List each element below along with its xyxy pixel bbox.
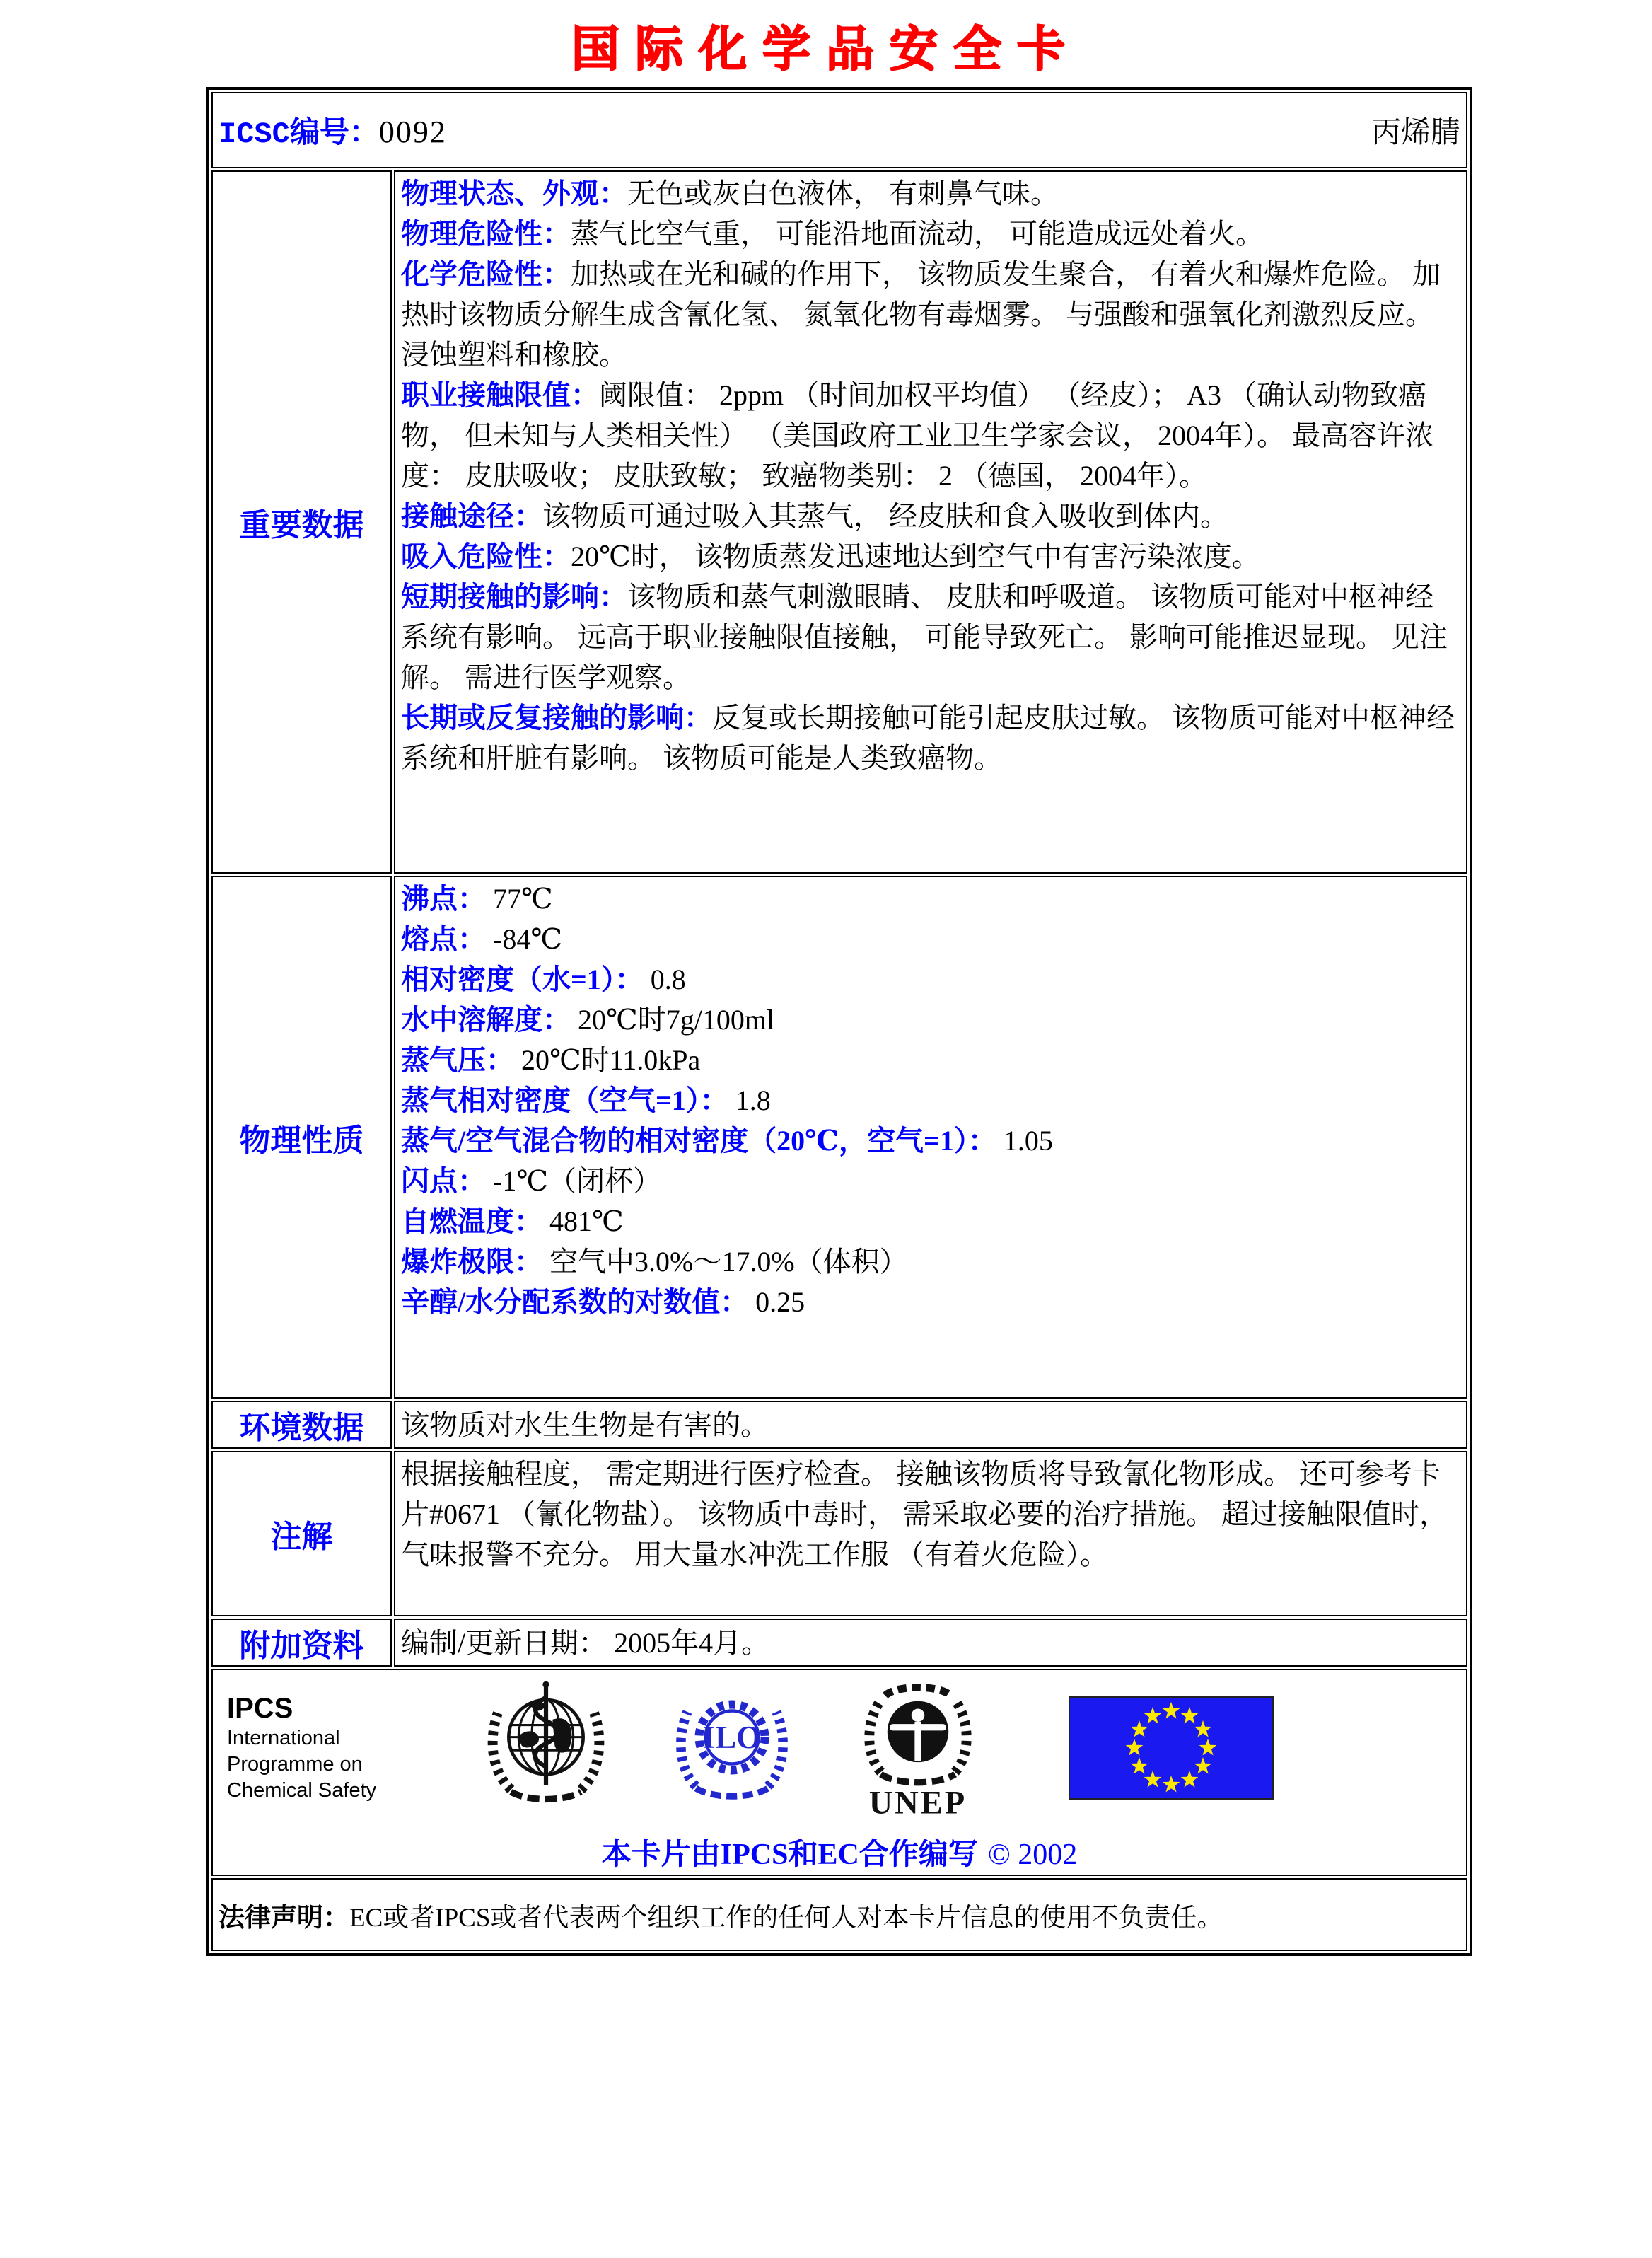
field-row [401, 214, 1460, 254]
field-label: 蒸气/空气混合物的相对密度（20℃，空气=1）： [401, 1125, 996, 1157]
field-text: 77℃ [493, 883, 553, 915]
field-label: 蒸气压： [401, 1044, 514, 1076]
field-row [401, 1241, 1460, 1282]
field-row [401, 375, 1460, 496]
field-row [401, 577, 1460, 697]
caption-text: 本卡片由IPCS和EC合作编写 [601, 1839, 978, 1871]
field-text: 0.25 [755, 1286, 805, 1318]
field-label: 爆炸极限： [401, 1246, 542, 1278]
field-label: 蒸气相对密度（空气=1）： [401, 1084, 728, 1116]
field-text: 481℃ [549, 1205, 624, 1237]
ipcs-abbr: IPCS [227, 1693, 293, 1724]
ilo-logo-svg [668, 1682, 796, 1810]
field-label: 相对密度（水=1）： [401, 963, 644, 995]
field-text: -84℃ [493, 923, 563, 955]
field-label: 物理危险性： [401, 218, 571, 250]
additional-content: 编制/更新日期： 2005年4月。 [394, 1619, 1467, 1667]
ilo-logo-icon [668, 1682, 796, 1813]
field-text: 阈限值： 2ppm （时间加权平均值） （经皮）； A3 （确认动物致癌物， 但未知与人类相关性） （美国政府工业卫生学家会议， 2004年）。 最高容许浓度： 皮肤吸收； 皮肤致敏； 致癌物类别： 2 （德国， 2004年）。 [401, 379, 1433, 492]
physical-properties-row [211, 876, 1467, 1399]
logos-row [211, 1669, 1467, 1876]
who-logo-svg [480, 1678, 612, 1814]
field-row [401, 1121, 1460, 1161]
field-label: 水中溶解度： [401, 1004, 571, 1036]
field-text: 20℃时， 该物质蒸发迅速地达到空气中有害污染浓度。 [571, 540, 1260, 572]
icsc-card-table [206, 87, 1472, 1956]
cooperation-caption [219, 1831, 1460, 1873]
who-logo-icon [480, 1678, 612, 1817]
important-data-row [211, 170, 1467, 874]
field-row [401, 879, 1460, 919]
icsc-number-value: 0092 [378, 115, 447, 149]
legal-text: EC或者IPCS或者代表两个组织工作的任何人对本卡片信息的使用不负责任。 [349, 1903, 1223, 1933]
field-text: 该物质可通过吸入其蒸气， 经皮肤和食入吸收到体内。 [542, 500, 1228, 532]
field-text: -1℃（闭杯） [493, 1165, 662, 1197]
section-label-environment: 环境数据 [211, 1401, 392, 1449]
environment-content: 该物质对水生生物是有害的。 [394, 1401, 1467, 1449]
additional-row [211, 1619, 1467, 1667]
field-row [401, 1201, 1460, 1241]
legal-row [211, 1878, 1467, 1951]
ipcs-line: Programme on [227, 1753, 363, 1776]
field-text: 蒸气比空气重， 可能沿地面流动， 可能造成远处着火。 [571, 218, 1264, 250]
field-row [401, 254, 1460, 375]
notes-content: 根据接触程度， 需定期进行医疗检查。 接触该物质将导致氰化物形成。 还可参考卡片#0671 （氰化物盐）。 该物质中毒时， 需采取必要的治疗措施。 超过接触限值时， 气味报警不充分。 用大量水冲洗工作服 （有着火危险）。 [394, 1451, 1467, 1616]
field-row [401, 1282, 1460, 1322]
field-text: 无色或灰白色液体， 有刺鼻气味。 [627, 178, 1059, 209]
section-label-additional: 附加资料 [211, 1619, 392, 1667]
field-text: 20℃时11.0kPa [521, 1044, 701, 1076]
header-row [211, 92, 1467, 168]
page-title: 国际化学品安全卡 [571, 23, 1081, 76]
field-label: 短期接触的影响： [401, 581, 627, 613]
field-row [401, 536, 1460, 577]
section-label-physical: 物理性质 [211, 876, 392, 1399]
field-text: 空气中3.0%～17.0%（体积） [549, 1246, 908, 1278]
field-row [401, 173, 1460, 214]
field-label: 职业接触限值： [401, 379, 599, 411]
field-text: 1.8 [735, 1084, 771, 1116]
field-text: 0.8 [650, 963, 686, 995]
unep-logo-svg [852, 1672, 984, 1820]
important-data-content [394, 170, 1467, 874]
physical-properties-content [394, 876, 1467, 1399]
icsc-number-label: ICSC编号： [219, 117, 379, 151]
field-text: 反复或长期接触可能引起皮肤过敏。 该物质可能对中枢神经系统和肝脏有影响。 该物质可能是人类致癌物。 [401, 702, 1455, 774]
header-cell [211, 92, 1467, 168]
unep-logo-icon [852, 1672, 984, 1824]
field-label: 辛醇/水分配系数的对数值： [401, 1286, 749, 1318]
field-label: 长期或反复接触的影响： [401, 702, 712, 734]
field-row [401, 919, 1460, 959]
field-label: 接触途径： [401, 500, 542, 532]
field-label: 沸点： [401, 883, 486, 915]
legal-cell [211, 1878, 1467, 1951]
field-row [401, 1161, 1460, 1201]
caption-year: © 2002 [987, 1839, 1078, 1871]
field-label: 自燃温度： [401, 1205, 542, 1237]
field-label: 吸入危险性： [401, 540, 571, 572]
environment-row [211, 1401, 1467, 1449]
field-label: 熔点： [401, 923, 486, 955]
icsc-number-group [219, 109, 447, 151]
ilo-logo-letters: ILO [702, 1720, 762, 1755]
ipcs-line: Chemical Safety [227, 1779, 377, 1802]
field-row [401, 1000, 1460, 1040]
field-row [401, 697, 1460, 778]
field-text: 加热或在光和碱的作用下， 该物质发生聚合， 有着火和爆炸危险。 加热时该物质分解生成含氰化氢、 氮氧化物有毒烟雾。 与强酸和强氧化剂激烈反应。 浸蚀塑料和橡胶。 [401, 258, 1441, 371]
notes-row [211, 1451, 1467, 1616]
field-text: 20℃时7g/100ml [578, 1004, 775, 1036]
ipcs-text-block [227, 1691, 417, 1804]
section-label-notes: 注解 [211, 1451, 392, 1616]
field-text: 1.05 [1003, 1125, 1053, 1157]
eu-flag-stars [1070, 1698, 1272, 1798]
field-text: 该物质和蒸气刺激眼睛、 皮肤和呼吸道。 该物质可能对中枢神经系统有影响。 远高于职业接触限值接触， 可能导致死亡。 影响可能推迟显现。 见注解。 需进行医学观察。 [401, 581, 1448, 693]
ipcs-line: International [227, 1727, 340, 1749]
chemical-name: 丙烯腈 [1371, 117, 1460, 149]
field-row [401, 1080, 1460, 1121]
field-label: 化学危险性： [401, 258, 571, 290]
legal-label: 法律声明： [219, 1903, 349, 1933]
field-row [401, 1040, 1460, 1080]
unep-logo-letters: UNEP [868, 1785, 967, 1820]
logos-cell [211, 1669, 1467, 1876]
section-label-important: 重要数据 [211, 170, 392, 874]
eu-flag-icon [1069, 1696, 1274, 1800]
field-row [401, 959, 1460, 1000]
field-label: 物理状态、外观： [401, 178, 627, 209]
field-row [401, 496, 1460, 536]
field-label: 闪点： [401, 1165, 486, 1197]
